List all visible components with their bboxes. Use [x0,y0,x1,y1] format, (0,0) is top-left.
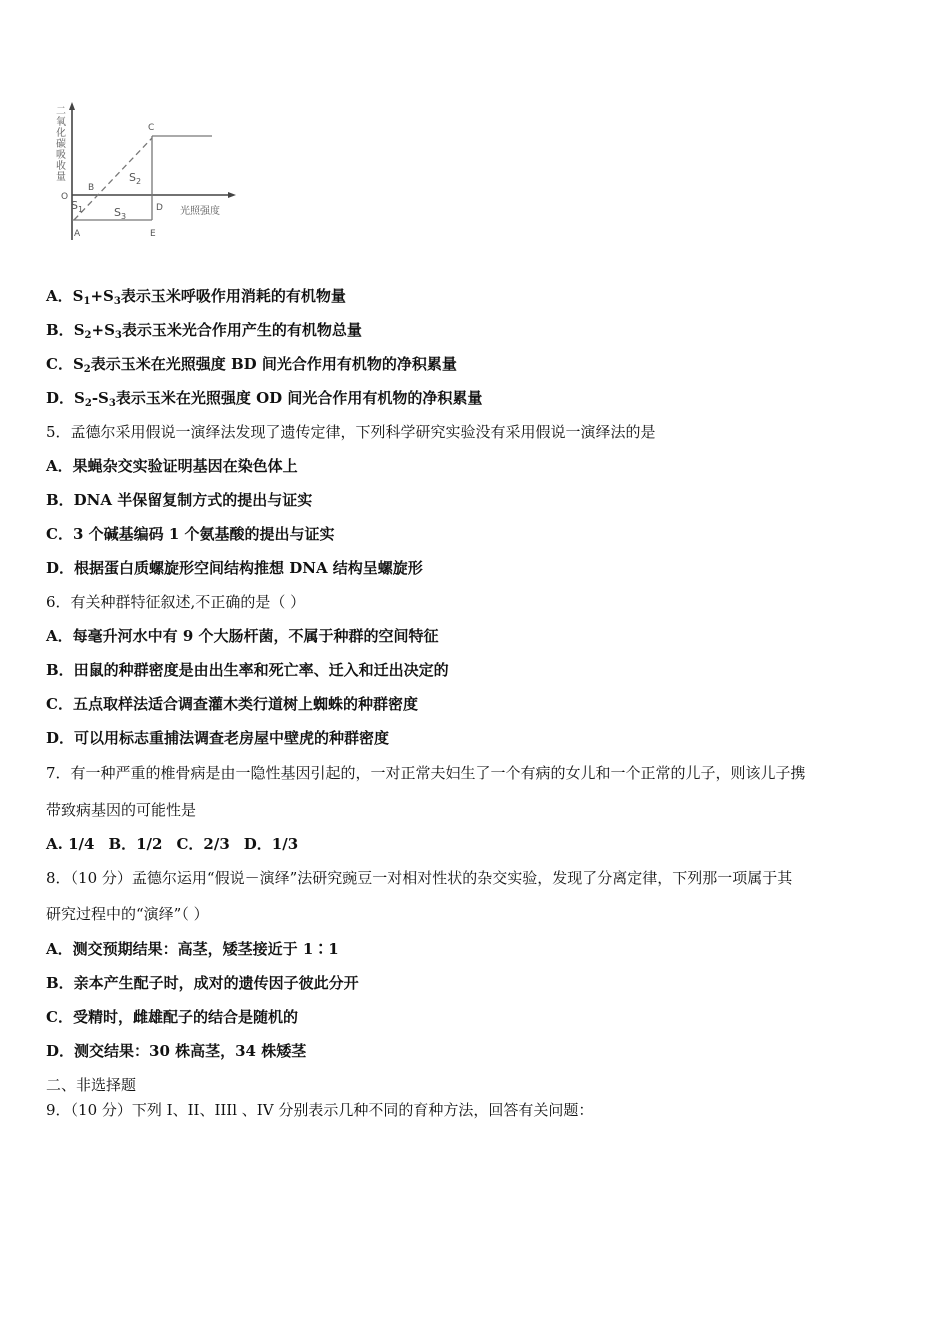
q8-stem-line2: 研究过程中的“演绎”（ ） [46,905,209,923]
point-e: E [150,229,156,239]
q6-option-a: A．每毫升河水中有 9 个大肠杆菌，不属于种群的空间特征 [46,627,439,645]
x-axis-label: 光照强度 [180,206,220,217]
q4-option-c: C．$S_2$表示玉米在光照强度 BD 间光合作用有机物的净积累量 [46,355,457,375]
point-b: B [88,183,95,193]
q6-stem: 6．有关种群特征叙述,不正确的是（ ） [46,593,306,611]
point-d: D [156,203,163,213]
area-s3: $S_3$ [114,206,127,221]
y-label-char: 氧 [56,117,66,128]
area-s1: $S_1$ [71,199,84,214]
q9-stem: 9．（10 分）下列 I、II、IIIl 、IV 分别表示几种不同的育种方法，回答有关问题： [46,1101,594,1119]
y-label-char: 量 [56,172,66,183]
q7-stem-line2: 带致病基因的可能性是 [46,801,197,819]
q6-option-b: B．田鼠的种群密度是由出生率和死亡率、迁入和迁出决定的 [46,661,449,679]
point-a: A [74,229,81,239]
q6-option-c: C．五点取样法适合调查灌木类行道树上蜘蛛的种群密度 [46,695,418,713]
point-c: C [148,123,155,133]
q4-option-b: B．$S_2+S_3$表示玉米光合作用产生的有机物总量 [46,321,362,341]
y-label-char: 化 [56,128,66,139]
q4-option-a: A．$S_1+S_3$表示玉米呼吸作用消耗的有机物量 [46,287,346,307]
q5-stem: 5．孟德尔采用假说一演绎法发现了遗传定律，下列科学研究实验没有采用假说一演绎法的是 [46,423,656,441]
q7-option-b: B．1/2 [108,835,163,853]
q5-option-b: B．DNA 半保留复制方式的提出与证实 [46,491,313,509]
q7-option-c: C．2/3 [176,835,230,853]
q8-option-c: C．受精时，雌雄配子的结合是随机的 [46,1008,298,1026]
q7-stem-line1: 7．有一种严重的椎骨病是由一隐性基因引起的，一对正常夫妇生了一个有病的女儿和一个正常的儿子，则该儿子携 [46,764,806,782]
q8-number: 8．（10 分） [46,869,132,887]
q7-option-d: D．1/3 [243,835,299,853]
q7-option-a: A. 1/4 [46,835,95,853]
q5-option-d: D．根据蛋白质螺旋形空间结构推想 DNA 结构呈螺旋形 [46,559,423,577]
q4-option-d: D．$S_2-S_3$表示玉米在光照强度 OD 间光合作用有机物的净积累量 [46,389,483,409]
q7-options [46,834,312,854]
co2-light-diagram [52,102,242,248]
q8-option-d: D．测交结果：30 株高茎，34 株矮茎 [46,1042,307,1060]
point-o: O [61,192,69,202]
q6-option-d: D．可以用标志重捕法调查老房屋中壁虎的种群密度 [46,729,390,747]
q5-option-c: C．3 个碱基编码 1 个氨基酸的提出与证实 [46,525,335,543]
area-s2: $S_2$ [129,171,142,186]
q8-stem-line1: 8．（10 分）孟德尔运用“假说－演绎”法研究豌豆一对相对性状的杂交实验，发现了分离定律，下列那一项属于其 [46,869,793,887]
y-axis-arrow [69,102,75,110]
y-label-char: 二 [56,106,66,117]
q9-number: 9．（10 分） [46,1101,132,1119]
q5-option-a: A．果蝇杂交实验证明基因在染色体上 [46,457,298,475]
y-label-char: 吸 [56,150,66,161]
q8-option-a: A．测交预期结果：高茎，矮茎接近于 1∶1 [46,940,339,958]
x-axis-arrow [228,192,236,198]
y-label-char: 碳 [56,139,66,150]
y-label-char: 收 [56,161,66,172]
section-heading: 二、非选择题 [46,1076,137,1094]
q8-option-b: B．亲本产生配子时，成对的遗传因子彼此分开 [46,974,359,992]
